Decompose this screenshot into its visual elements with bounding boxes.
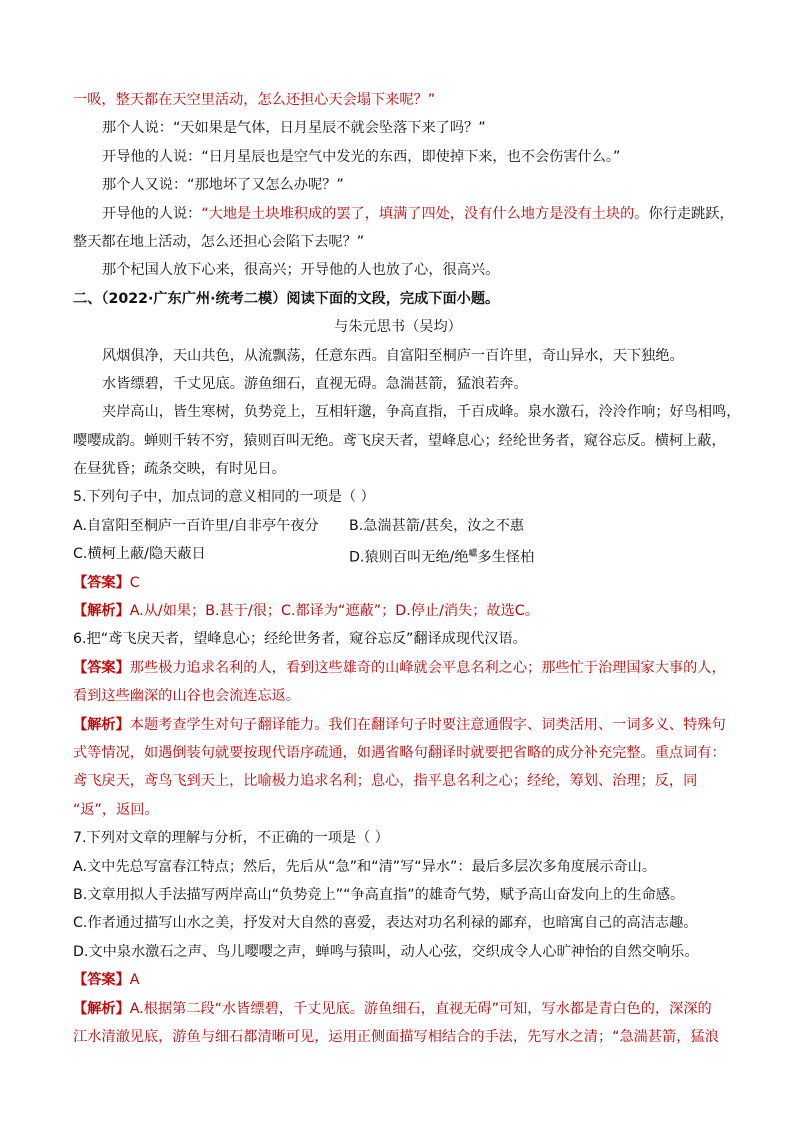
passage-line: 开导他的人说：“日月星辰也是空气中发光的东西，即使掉下来，也不会伤害什么。” (102, 148, 621, 165)
text-paragraph: 嘤嘤成韵。蝉则千转不穷，猿则百叫无绝。鸢飞戾天者，望峰息心；经纶世务者，窥谷忘反。横柯上蔽， (73, 432, 726, 449)
choice-b: B.急湍甚箭/甚矣，汝之不惠 (349, 517, 525, 534)
analysis-continuation: 式等情况，如遇倒装句就要按现代语序疏通，如遇省略句翻译时就要把省略的成分补充完整。重点词有： (73, 744, 726, 761)
section-heading: 二、（2022·广东广州·统考二模）阅读下面的文段，完成下面小题。 (73, 290, 500, 307)
analysis-line (73, 995, 723, 1023)
answer-label: 【答案】 (73, 972, 130, 989)
passage-text: 开导他的人说： (102, 205, 202, 222)
choice-b: B.文章用拟人手法描写两岸高山“负势竞上”“争高直指”的雄奇气势，赋予高山奋发向上的生命感。 (73, 886, 685, 903)
choice-d (349, 540, 534, 568)
text-title: 与朱元思书（吴均） (334, 319, 462, 336)
text-paragraph: 水皆缥碧，千丈见底。游鱼细石，直视无碍。急湍甚箭，猛浪若奔。 (102, 375, 528, 392)
analysis-continuation: 鸢飞戾天，鸢鸟飞到天上，比喻极力追求名利；息心，指平息名利之心；经纶，筹划、治理；反，同 (73, 773, 698, 790)
passage-line: 那个人说：“天如果是气体，日月星辰不就会坠落下来了吗？” (102, 120, 486, 137)
question-5-choices-cd (73, 540, 723, 568)
answer-value: A (129, 972, 140, 989)
passage-highlight: “大地是土块堆积成的罢了，填满了四处，没有什么地方是没有土块的。 (201, 205, 649, 222)
analysis-line (73, 597, 723, 625)
text-paragraph: 在昼犹昏；疏条交映，有时见日。 (73, 461, 286, 478)
passage-line (73, 200, 734, 228)
answer-line (73, 654, 726, 682)
analysis-text: A.从/如果；B.甚于/很；C.都译为“遮蔽”；D.停止/消失；故选C。 (129, 603, 539, 620)
choice-d: D.文中泉水激石之声、鸟儿嘤嘤之声，蝉鸣与猿叫，动人心弦，交织成令人心旷神怡的自然交响乐。 (73, 943, 699, 960)
choice-c: C.作者通过描写山水之美，抒发对大自然的喜爱，表达对功名利禄的鄙弃，也暗寓自己的高洁志趣。 (73, 915, 698, 932)
passage-line: 整天都在地上活动，怎么还担心会陷下去呢？” (73, 233, 365, 250)
answer-continuation: 看到这些幽深的山谷也会流连忘返。 (73, 688, 301, 705)
passage-line: 一吸，整天都在天空里活动，怎么还担心天会塌下来呢？” (73, 92, 436, 108)
analysis-text: A.根据第二段“水皆缥碧，千丈见底。游鱼细石，直视无碍”可知，写水都是青白色的，深深的 (129, 1000, 712, 1017)
passage-line: 那个人又说：“那地坏了又怎么办呢？” (102, 177, 344, 194)
analysis-label: 【解析】 (73, 603, 130, 620)
text-paragraph: 风烟俱净，天山共色，从流飘荡，任意东西。自富阳至桐庐一百许里，奇山异水，天下独绝。 (102, 347, 684, 364)
choice-a: A.自富阳至桐庐一百许里/自非亭午夜分 (73, 517, 319, 534)
answer-line (73, 966, 723, 994)
answer-label: 【答案】 (73, 659, 130, 676)
analysis-label: 【解析】 (73, 1000, 130, 1017)
question-5-choices-ab (73, 512, 723, 540)
choice-c: C.横柯上蔽/隐天蔽日 (73, 546, 206, 563)
analysis-text: 本题考查学生对句子翻译能力。我们在翻译句子时要注意通假字、词类活用、一词多义、特殊句 (129, 716, 726, 733)
choice-d-char: 巘 (468, 549, 478, 560)
analysis-label: 【解析】 (73, 716, 130, 733)
question-6-stem: 6.把“鸢飞戾天者，望峰息心；经纶世务者，窥谷忘反”翻译成现代汉语。 (73, 631, 527, 648)
analysis-continuation: 江水清澈见底，游鱼与细石都清晰可见，运用正侧面描写相结合的手法，先写水之清；“急湍甚箭，猛浪 (73, 1028, 719, 1045)
answer-value: 那些极力追求名利的人，看到这些雄奇的山峰就会平息名利之心；那些忙于治理国家大事的人， (129, 659, 726, 676)
text-paragraph: 夹岸高山，皆生寒树，负势竞上，互相轩邈，争高直指，千百成峰。泉水激石，泠泠作响；好鸟相鸣， (102, 404, 741, 421)
passage-line: 那个杞国人放下心来，很高兴；开导他的人也放了心，很高兴。 (102, 262, 500, 279)
document-page (73, 86, 741, 1051)
question-5-stem: 5.下列句子中，加点词的意义相同的一项是（ ） (73, 489, 375, 506)
passage-text: 你行走跳跃， (648, 205, 734, 222)
answer-line (73, 569, 723, 597)
analysis-line (73, 711, 726, 739)
analysis-continuation: “返”，返回。 (73, 801, 159, 818)
question-7-stem: 7.下列对文章的理解与分析，不正确的一项是（ ） (73, 830, 389, 847)
answer-value: C (129, 574, 140, 591)
choice-a: A.文中先总写富春江特点；然后，先后从“急”和“清”写“异水”：最后多层次多角度展示奇山。 (73, 858, 657, 875)
answer-label: 【答案】 (73, 574, 130, 591)
choice-d-text: 多生怪柏 (477, 549, 535, 566)
choice-d-text: D.猿则百叫无绝/绝 (349, 549, 469, 566)
